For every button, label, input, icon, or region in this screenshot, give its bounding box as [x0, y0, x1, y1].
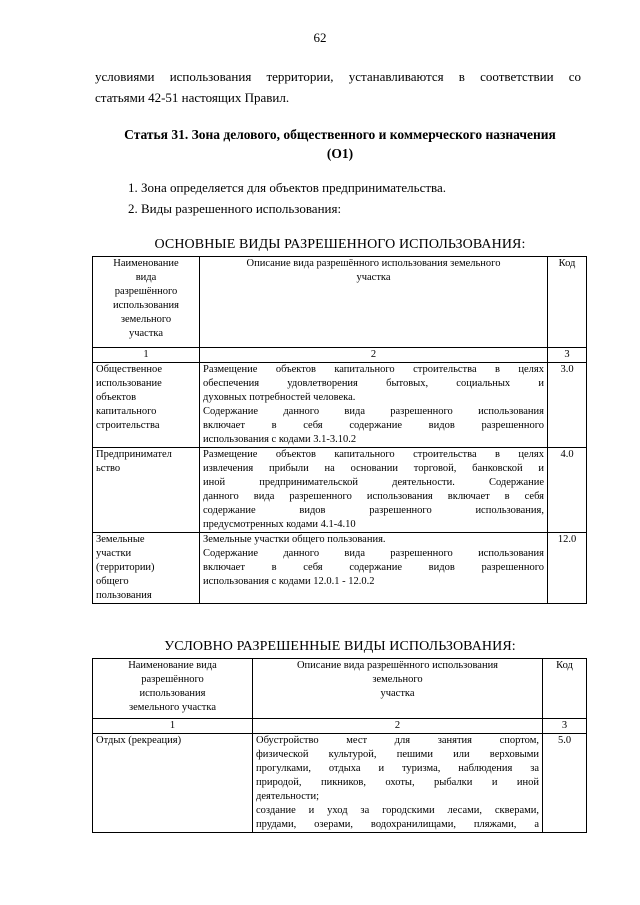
row-name-text: пользования — [96, 590, 152, 601]
row-desc-text: использования с кодами 12.0.1 - 12.0.2 — [203, 576, 375, 587]
list-item-1: 1. Зона определяется для объектов предпринимательства. — [128, 180, 447, 195]
row-name-text: (территории) — [96, 562, 155, 573]
header-text: разрешённого — [141, 674, 204, 685]
row-desc-text: природой, пикников, охоты, рыбалки и иной — [256, 777, 539, 788]
row-name-text: использование — [96, 378, 162, 389]
row-name-text: объектов — [96, 392, 137, 403]
numbering-cell: 2 — [200, 348, 548, 363]
row-desc-text: духовных потребностей человека. — [203, 392, 356, 403]
row-desc-text: Размещение объектов капитального строительства в целях — [203, 449, 544, 460]
header-desc-cell — [253, 659, 543, 719]
intro-paragraph — [95, 66, 581, 108]
table-row — [93, 734, 587, 833]
row-desc-cell — [200, 533, 548, 604]
numbering-cell: 1 — [93, 719, 253, 734]
header-text: Описание вида разрешённого использования земельного — [246, 258, 501, 269]
header-text: использования — [139, 688, 206, 699]
header-text: участка — [380, 688, 415, 699]
numbering-row — [93, 348, 587, 363]
row-desc-text: включает в себя содержание видов разрешенного — [203, 420, 544, 431]
row-desc-text: данного вида разрешенного использования включает в себя — [203, 491, 544, 502]
row-desc-text: физической культурой, пешими или верховыми — [256, 749, 539, 760]
numbering-cell: 2 — [253, 719, 543, 734]
header-name-cell — [93, 659, 253, 719]
row-code-cell: 4.0 — [548, 448, 587, 533]
header-code-cell: Код — [548, 257, 587, 348]
header-name-cell — [93, 257, 200, 348]
row-desc-text: деятельности; — [256, 791, 320, 802]
main-uses-title: ОСНОВНЫЕ ВИДЫ РАЗРЕШЕННОГО ИСПОЛЬЗОВАНИЯ: — [154, 237, 526, 252]
row-desc-text: использования с кодами 3.1-3.10.2 — [203, 434, 357, 445]
row-name-cell — [93, 533, 200, 604]
row-name-cell — [93, 448, 200, 533]
row-name-text: капитального — [96, 406, 157, 417]
header-text: земельного участка — [129, 702, 216, 713]
row-desc-text: Содержание данного вида разрешенного использования — [203, 406, 544, 417]
row-desc-cell — [200, 363, 548, 448]
row-name-text: Земельные — [96, 534, 145, 545]
row-name-text: Предпринимател — [96, 449, 172, 460]
row-desc-text: Содержание данного вида разрешенного использования — [203, 548, 544, 559]
main-uses-table — [92, 256, 587, 604]
header-desc-cell — [200, 257, 548, 348]
row-desc-text: Обустройство мест для занятия спортом, — [256, 735, 539, 746]
row-name-text: Общественное — [96, 364, 163, 375]
intro-line-1: условиями использования территории, устанавливаются в соответствии со — [95, 69, 581, 84]
table-row — [93, 533, 587, 604]
header-text: разрешённого — [114, 286, 178, 297]
row-name-text: строительства — [96, 420, 160, 431]
numbering-row — [93, 719, 587, 734]
header-text: земельного — [372, 674, 423, 685]
header-text: Наименование — [113, 258, 179, 269]
conditional-uses-table — [92, 658, 587, 833]
row-name-text: ьство — [96, 463, 121, 474]
row-code-cell: 5.0 — [543, 734, 587, 833]
row-desc-text: извлечения прибыли на основании торговой, банковской и — [203, 463, 544, 474]
row-name-cell — [93, 363, 200, 448]
row-name-text: общего — [96, 576, 129, 587]
row-desc-text: предусмотренных кодами 4.1-4.10 — [203, 519, 356, 530]
header-text: Описание вида разрешённого использования — [296, 660, 499, 671]
header-text: участка — [356, 272, 391, 283]
row-desc-text: прудами, озерами, водохранилищами, пляжами, а — [256, 819, 539, 830]
row-name-text: Отдых (рекреация) — [96, 735, 182, 746]
numbering-cell: 3 — [543, 719, 587, 734]
row-name-text: участки — [96, 548, 132, 559]
header-text: земельного — [120, 314, 172, 325]
row-desc-text: содержание видов разрешенного использования, — [203, 505, 544, 516]
header-code-cell: Код — [543, 659, 587, 719]
header-text: Наименование вида — [128, 660, 217, 671]
header-text: участка — [128, 328, 164, 339]
row-desc-text: Размещение объектов капитального строительства в целях — [203, 364, 544, 375]
page-number: 62 — [313, 30, 327, 45]
article-heading — [95, 125, 585, 163]
row-desc-text: создание и уход за городскими лесами, скверами, — [256, 805, 539, 816]
row-desc-text: иной предпринимательской деятельности. Содержание — [203, 477, 544, 488]
table-row — [93, 363, 587, 448]
row-code-cell: 12.0 — [548, 533, 587, 604]
row-desc-cell — [200, 448, 548, 533]
article-title-line-2: (О1) — [326, 146, 354, 161]
row-desc-text: прогулками, отдыха и туризма, наблюдения за — [256, 763, 539, 774]
intro-line-2: статьями 42-51 настоящих Правил. — [95, 90, 290, 105]
numbering-cell: 3 — [548, 348, 587, 363]
article-title-line-1: Статья 31. Зона делового, общественного и коммерческого назначения — [124, 127, 556, 142]
table-row — [93, 448, 587, 533]
row-name-cell — [93, 734, 253, 833]
list-item-2: 2. Виды разрешенного использования: — [128, 201, 342, 216]
row-desc-text: включает в себя содержание видов разрешенного — [203, 562, 544, 573]
header-text: использования — [113, 300, 179, 311]
row-code-cell: 3.0 — [548, 363, 587, 448]
row-desc-text: обеспечения удовлетворения бытовых, социальных и — [203, 378, 544, 389]
conditional-uses-title: УСЛОВНО РАЗРЕШЕННЫЕ ВИДЫ ИСПОЛЬЗОВАНИЯ: — [164, 639, 516, 654]
table-header-row — [93, 257, 587, 348]
numbering-cell: 1 — [93, 348, 200, 363]
row-desc-cell — [253, 734, 543, 833]
table-header-row — [93, 659, 587, 719]
row-desc-text: Земельные участки общего пользования. — [203, 534, 386, 545]
header-text: вида — [135, 272, 157, 283]
